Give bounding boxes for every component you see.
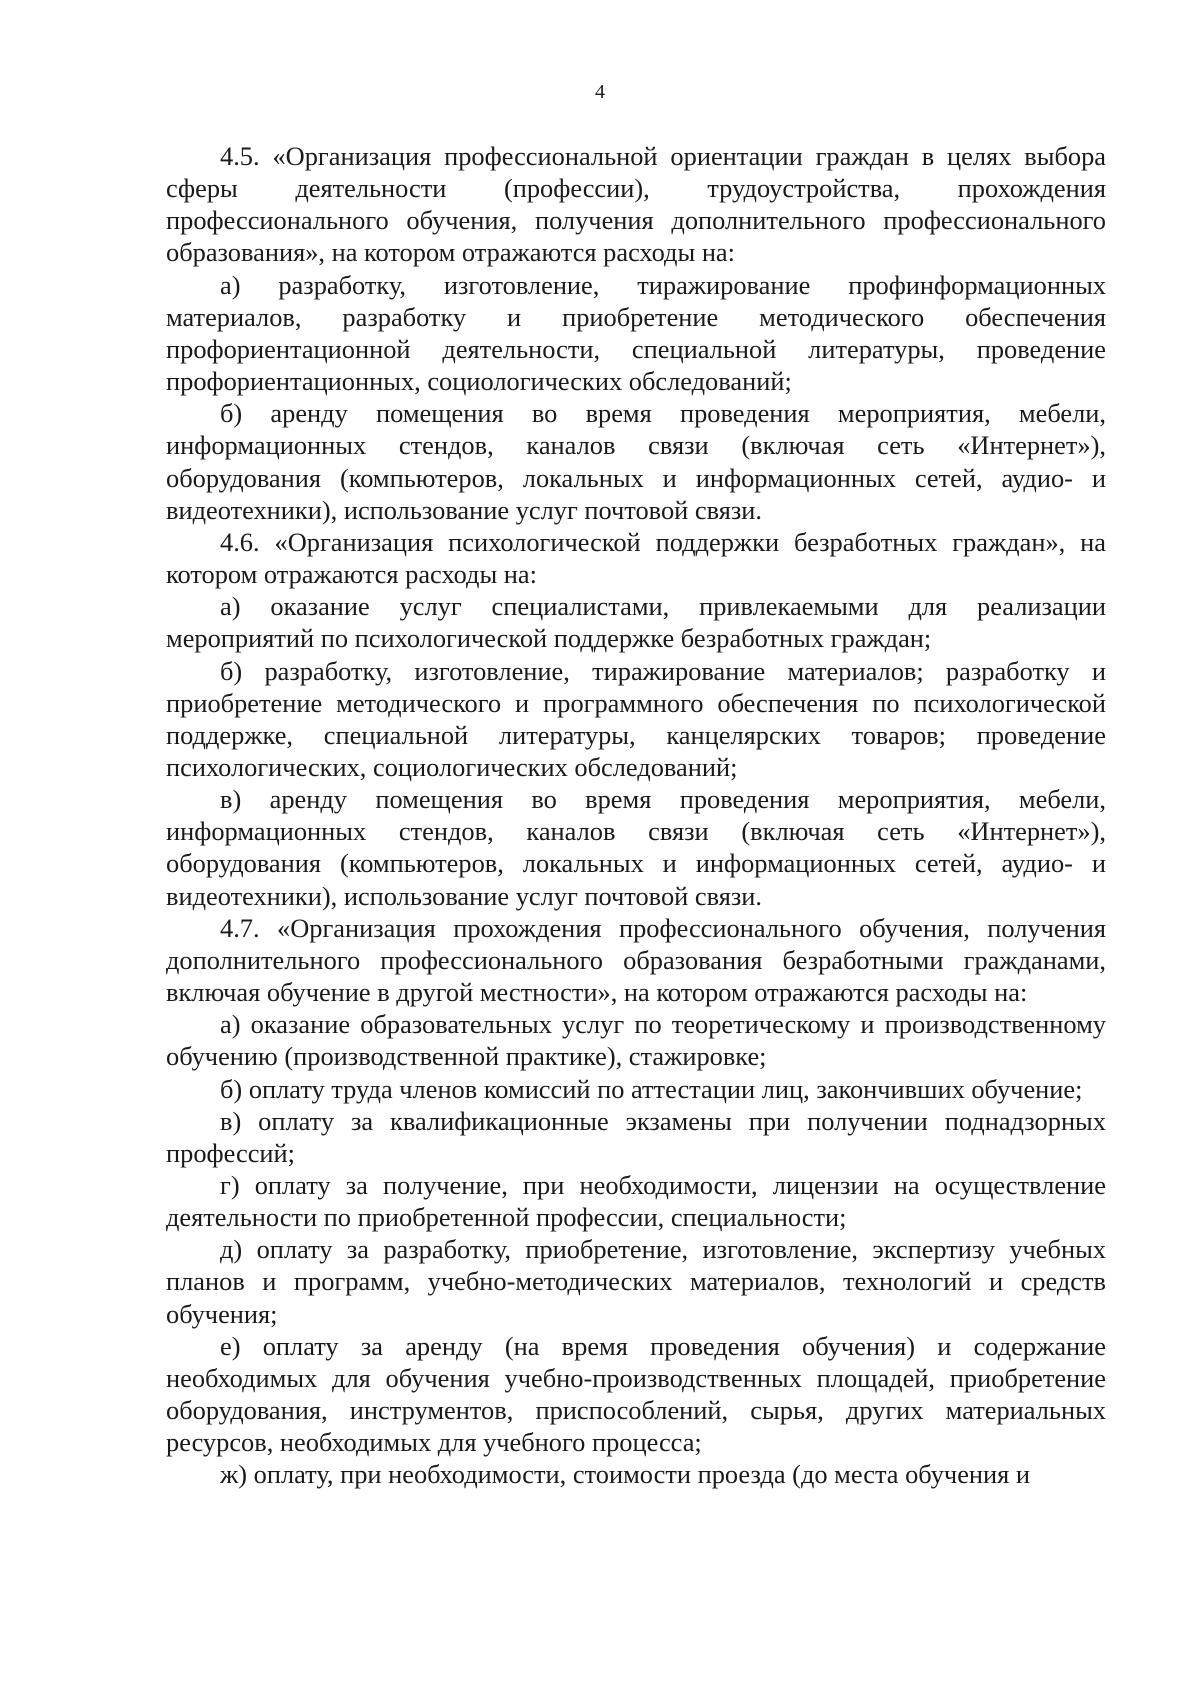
list-item-a: а) оказание образовательных услуг по теоретическому и производственному обучению (производственной практике), стажировке; [166,1009,1106,1072]
list-item-b: б) оплату труда членов комиссий по аттестации лиц, закончивших обучение; [220,1073,1083,1104]
list-item-b: б) разработку, изготовление, тиражирование материалов; разработку и приобретение методического и программного обеспечения по психологической поддержке, специальной литературы, канцелярских товаров; проведение психологических, социологических обследований; [166,655,1106,782]
list-item-zh: ж) оплату, при необходимости, стоимости проезда (до места обучения и [220,1459,1031,1490]
paragraph-4-6: 4.6. «Организация психологической поддержки безработных граждан», на котором отражаются расходы на: [166,526,1106,590]
list-item-v: в) аренду помещения во время проведения мероприятия, мебели, информационных стендов, каналов связи (включая сеть «Интернет»), оборудования (компьютеров, локальных и информационных сетей, аудио- и видеотехники), использование услуг почтовой связи. [166,784,1106,911]
document-body [166,140,1106,1491]
list-item-a: а) оказание услуг специалистами, привлекаемыми для реализации мероприятий по психологической поддержке безработных граждан; [166,591,1106,654]
list-item-d: д) оплату за разработку, приобретение, изготовление, экспертизу учебных планов и программ, учебно-методических материалов, технологий и средств обучения; [166,1234,1106,1329]
list-item-e: е) оплату за аренду (на время проведения обучения) и содержание необходимых для обучения учебно-производственных площадей, приобретение оборудования, инструментов, приспособлений, сырья, других материальных ресурсов, необходимых для учебного процесса; [166,1330,1106,1458]
list-item-g: г) оплату за получение, при необходимости, лицензии на осуществление деятельности по приобретенной профессии, специальности; [166,1170,1106,1233]
list-item-v: в) оплату за квалификационные экзамены при получении поднадзорных профессий; [166,1105,1106,1168]
list-item-b: б) аренду помещения во время проведения мероприятия, мебели, информационных стендов, каналов связи (включая сеть «Интернет»), оборудования (компьютеров, локальных и информационных сетей, аудио- и видеотехники), использование услуг почтовой связи. [166,398,1106,525]
paragraph-4-7: 4.7. «Организация прохождения профессионального обучения, получения дополнительного профессионального образования безработными гражданами, включая обучение в другой местности», на котором отражаются расходы на: [166,912,1106,1008]
list-item-a: а) разработку, изготовление, тиражирование профинформационных материалов, разработку и приобретение методического обеспечения профориентационной деятельности, специальной литературы, проведение профориентационных, социологических обследований; [166,269,1106,397]
page-number: 4 [595,81,605,103]
paragraph-4-5: 4.5. «Организация профессиональной ориентации граждан в целях выбора сферы деятельности (профессии), трудоустройства, прохождения профессионального обучения, получения дополнительного профессионального образования», на котором отражаются расходы на: [166,141,1106,268]
